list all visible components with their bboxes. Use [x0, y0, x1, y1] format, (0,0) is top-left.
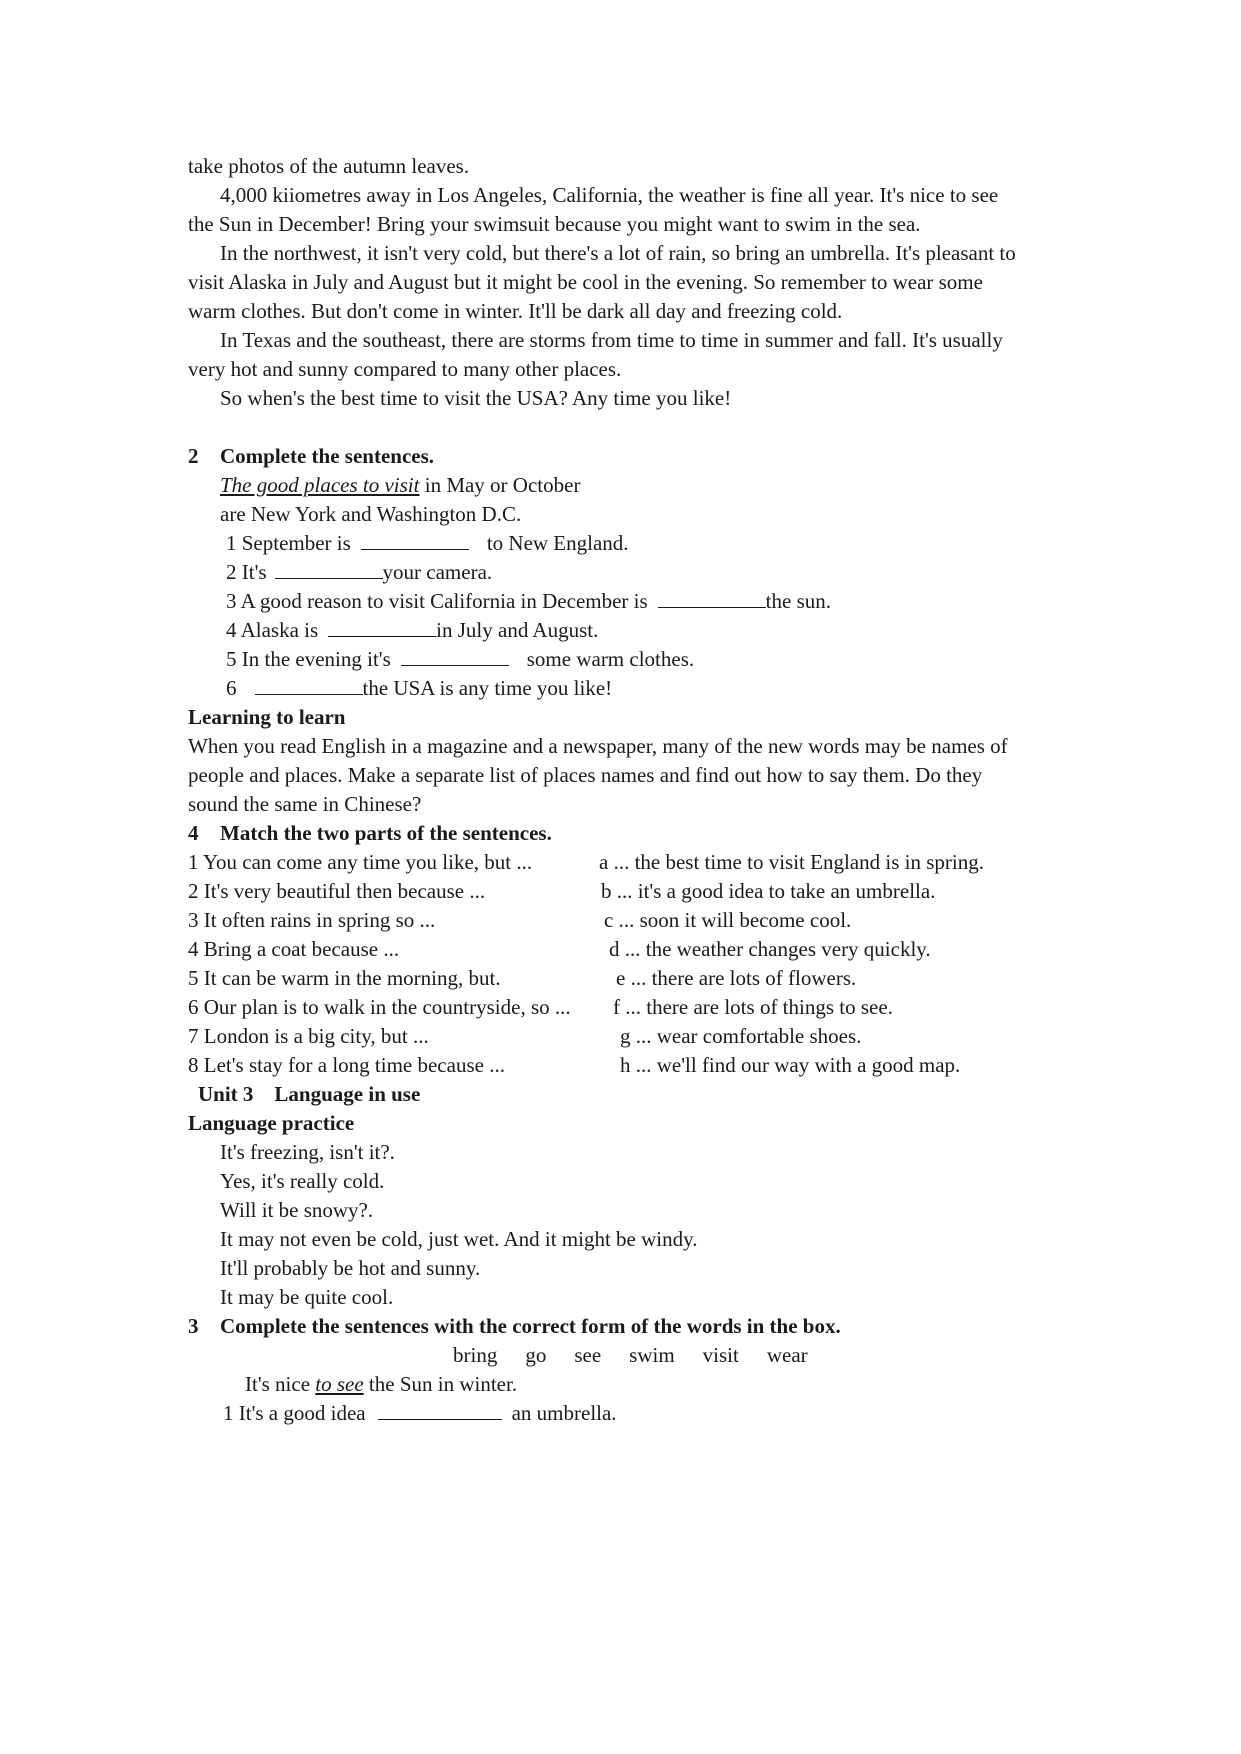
answer-blank[interactable] — [361, 527, 469, 550]
match-left: 1 You can come any time you like, but ... — [188, 850, 533, 874]
item-text: your camera. — [382, 560, 493, 584]
exercise-title: Match the two parts of the sentences. — [220, 821, 552, 845]
example-answer: to see — [315, 1372, 364, 1396]
example-text: It's nice — [245, 1372, 316, 1396]
example-text: in May or October — [419, 473, 581, 497]
match-right: h ... we'll find our way with a good map. — [620, 1053, 961, 1077]
match-right: e ... there are lots of flowers. — [616, 966, 857, 990]
item-text: 5 In the evening it's — [226, 647, 391, 671]
item-text: 6 — [226, 676, 237, 700]
answer-blank[interactable] — [658, 585, 766, 608]
practice-heading: Language practice — [188, 1111, 355, 1135]
exercise-number: 4 — [188, 821, 199, 845]
learning-line: When you read English in a magazine and a newspaper, many of the new words may be names of — [188, 734, 1008, 758]
item-text: to New England. — [486, 531, 629, 555]
exercise-number: 3 — [188, 1314, 199, 1338]
match-left: 7 London is a big city, but ... — [188, 1024, 429, 1048]
match-left: 4 Bring a coat because ... — [188, 937, 400, 961]
answer-blank[interactable] — [401, 643, 509, 666]
exercise-title: Complete the sentences. — [220, 444, 435, 468]
exercise-title: Complete the sentences with the correct form of the words in the box. — [220, 1314, 841, 1338]
match-right: f ... there are lots of things to see. — [613, 995, 893, 1019]
item-text: 1 September is — [226, 531, 351, 555]
match-right: d ... the weather changes very quickly. — [609, 937, 931, 961]
answer-blank[interactable] — [255, 672, 363, 695]
match-left: 2 It's very beautiful then because ... — [188, 879, 486, 903]
word-box-item: see — [574, 1343, 602, 1367]
match-left: 6 Our plan is to walk in the countryside, so ... — [188, 995, 571, 1019]
reading-line: In Texas and the southeast, there are storms from time to time in summer and fall. It's usually — [220, 328, 1003, 352]
match-right: g ... wear comfortable shoes. — [620, 1024, 862, 1048]
practice-line: It'll probably be hot and sunny. — [220, 1256, 481, 1280]
match-left: 8 Let's stay for a long time because ... — [188, 1053, 505, 1077]
exercise-3-item — [223, 1397, 617, 1430]
item-text: in July and August. — [436, 618, 599, 642]
practice-line: It's freezing, isn't it?. — [220, 1140, 395, 1164]
word-box-item: visit — [702, 1343, 739, 1367]
item-text: the sun. — [765, 589, 831, 613]
match-left: 3 It often rains in spring so ... — [188, 908, 436, 932]
word-box-item: swim — [629, 1343, 675, 1367]
answer-blank[interactable] — [378, 1397, 502, 1420]
word-box-item: wear — [766, 1343, 808, 1367]
example-text: the Sun in winter. — [363, 1372, 518, 1396]
exercise-number: 2 — [188, 444, 199, 468]
exercise-2-example-cont: are New York and Washington D.C. — [220, 502, 522, 526]
item-text: the USA is any time you like! — [362, 676, 613, 700]
match-right: a ... the best time to visit England is in spring. — [599, 850, 984, 874]
unit-heading: Unit 3 Language in use — [198, 1082, 421, 1106]
item-text: 1 It's a good idea — [223, 1401, 366, 1425]
word-box-item: bring — [453, 1343, 498, 1367]
practice-line: Will it be snowy?. — [220, 1198, 374, 1222]
practice-line: Yes, it's really cold. — [220, 1169, 385, 1193]
reading-line: visit Alaska in July and August but it might be cool in the evening. So remember to wear some — [188, 270, 983, 294]
reading-line: the Sun in December! Bring your swimsuit because you might want to swim in the sea. — [188, 212, 921, 236]
item-text: 4 Alaska is — [226, 618, 319, 642]
match-right: b ... it's a good idea to take an umbrella. — [601, 879, 936, 903]
match-right: c ... soon it will become cool. — [604, 908, 852, 932]
item-text: an umbrella. — [511, 1401, 617, 1425]
practice-line: It may not even be cold, just wet. And it might be windy. — [220, 1227, 698, 1251]
word-box-item: go — [525, 1343, 547, 1367]
item-text: some warm clothes. — [526, 647, 695, 671]
reading-line: So when's the best time to visit the USA? Any time you like! — [220, 386, 732, 410]
learning-line: sound the same in Chinese? — [188, 792, 422, 816]
match-left: 5 It can be warm in the morning, but. — [188, 966, 501, 990]
item-text: 2 It's — [226, 560, 267, 584]
reading-line: take photos of the autumn leaves. — [188, 154, 470, 178]
reading-line: very hot and sunny compared to many other places. — [188, 357, 622, 381]
reading-line: warm clothes. But don't come in winter. It'll be dark all day and freezing cold. — [188, 299, 843, 323]
answer-blank[interactable] — [275, 556, 383, 579]
example-answer: The good places to visit — [220, 473, 420, 497]
practice-line: It may be quite cool. — [220, 1285, 394, 1309]
learning-line: people and places. Make a separate list of places names and find out how to say them. Do they — [188, 763, 983, 787]
answer-blank[interactable] — [328, 614, 436, 637]
reading-line: In the northwest, it isn't very cold, but there's a lot of rain, so bring an umbrella. It's pleasant to — [220, 241, 1016, 265]
reading-line: 4,000 kiiometres away in Los Angeles, California, the weather is fine all year. It's nice to see — [220, 183, 999, 207]
item-text: 3 A good reason to visit California in December is — [226, 589, 648, 613]
learning-heading: Learning to learn — [188, 705, 346, 729]
